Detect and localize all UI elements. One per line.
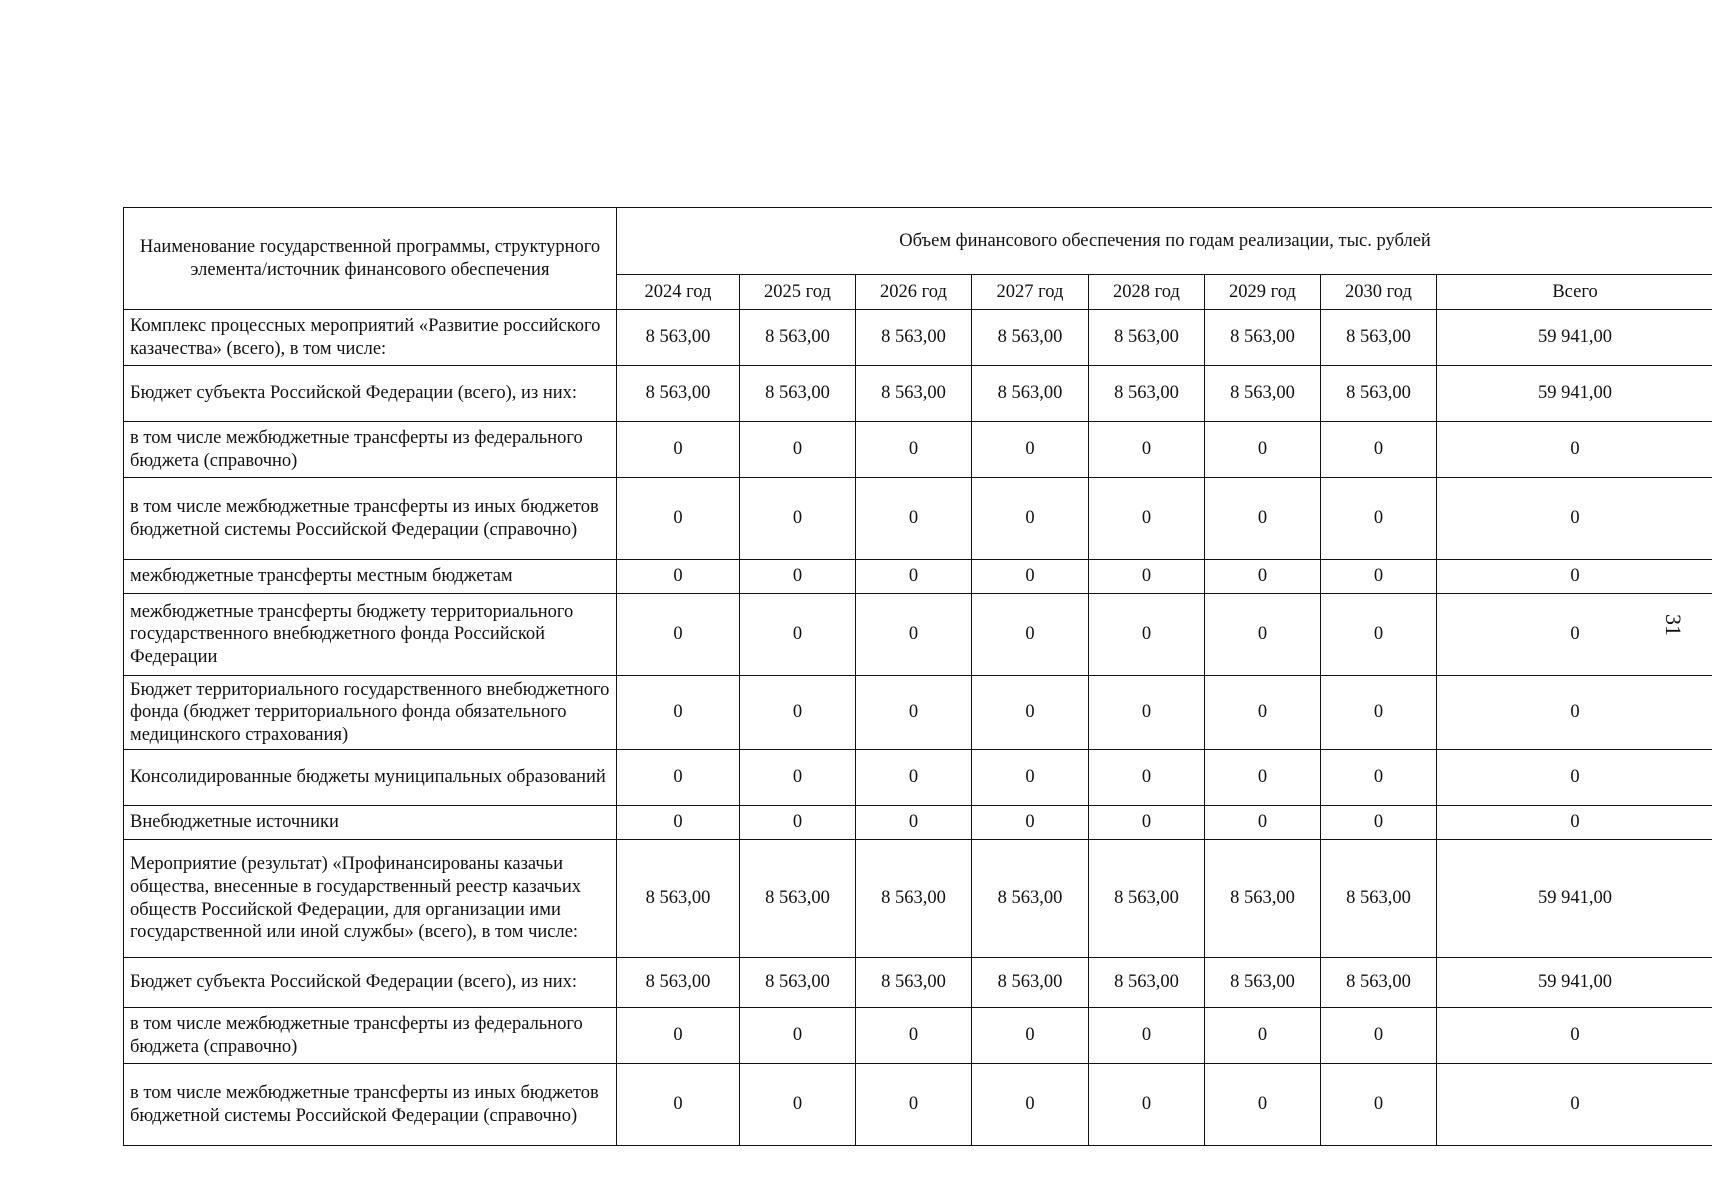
value-cell: 0	[972, 806, 1089, 840]
value-cell: 8 563,00	[972, 366, 1089, 422]
header-year: 2025 год	[740, 275, 856, 310]
table-row	[124, 676, 1712, 750]
value-cell: 8 563,00	[972, 840, 1089, 958]
value-cell: 0	[740, 560, 856, 594]
table-row	[124, 422, 1712, 478]
value-cell: 8 563,00	[1321, 366, 1437, 422]
financing-table	[123, 207, 1712, 1146]
row-label: в том числе межбюджетные трансферты из федерального бюджета (справочно)	[124, 1008, 617, 1064]
row-label: Бюджет территориального государственного внебюджетного фонда (бюджет территориального фонда обязательного медицинского страхования)	[124, 676, 617, 750]
value-cell: 8 563,00	[1205, 366, 1321, 422]
total-cell: 0	[1437, 1064, 1712, 1146]
total-cell: 0	[1437, 806, 1712, 840]
value-cell: 0	[1321, 560, 1437, 594]
value-cell: 0	[1089, 1064, 1205, 1146]
table-row	[124, 1008, 1712, 1064]
value-cell: 8 563,00	[617, 310, 740, 366]
value-cell: 0	[1205, 676, 1321, 750]
header-year: 2027 год	[972, 275, 1089, 310]
table-row	[124, 806, 1712, 840]
row-label: Внебюджетные источники	[124, 806, 617, 840]
row-label: Бюджет субъекта Российской Федерации (всего), из них:	[124, 958, 617, 1008]
value-cell: 0	[1089, 560, 1205, 594]
value-cell: 0	[1089, 478, 1205, 560]
value-cell: 0	[856, 478, 972, 560]
total-cell: 0	[1437, 1008, 1712, 1064]
total-cell: 59 941,00	[1437, 310, 1712, 366]
value-cell: 8 563,00	[617, 958, 740, 1008]
header-year: 2029 год	[1205, 275, 1321, 310]
value-cell: 8 563,00	[1205, 958, 1321, 1008]
value-cell: 8 563,00	[1205, 310, 1321, 366]
value-cell: 8 563,00	[972, 310, 1089, 366]
value-cell: 8 563,00	[1321, 958, 1437, 1008]
value-cell: 8 563,00	[856, 366, 972, 422]
value-cell: 8 563,00	[1089, 310, 1205, 366]
value-cell: 8 563,00	[617, 840, 740, 958]
value-cell: 8 563,00	[1205, 840, 1321, 958]
total-cell: 0	[1437, 422, 1712, 478]
value-cell: 0	[1321, 478, 1437, 560]
table-row	[124, 594, 1712, 676]
value-cell: 0	[617, 594, 740, 676]
value-cell: 8 563,00	[856, 840, 972, 958]
total-cell: 0	[1437, 560, 1712, 594]
total-cell: 59 941,00	[1437, 840, 1712, 958]
value-cell: 8 563,00	[617, 366, 740, 422]
value-cell: 0	[1321, 594, 1437, 676]
value-cell: 0	[617, 1064, 740, 1146]
total-cell: 0	[1437, 676, 1712, 750]
header-year: 2024 год	[617, 275, 740, 310]
page-number: 31	[1661, 614, 1686, 636]
value-cell: 0	[1205, 806, 1321, 840]
header-name-cell: Наименование государственной программы, структурного элемента/источник финансового обеспечения	[124, 208, 617, 310]
value-cell: 0	[1205, 560, 1321, 594]
total-cell: 59 941,00	[1437, 366, 1712, 422]
value-cell: 0	[1205, 1008, 1321, 1064]
value-cell: 0	[740, 750, 856, 806]
value-cell: 0	[856, 676, 972, 750]
value-cell: 0	[1321, 422, 1437, 478]
value-cell: 8 563,00	[1089, 366, 1205, 422]
value-cell: 0	[856, 1008, 972, 1064]
total-cell: 0	[1437, 594, 1712, 676]
table-row	[124, 560, 1712, 594]
value-cell: 8 563,00	[1321, 310, 1437, 366]
value-cell: 0	[856, 750, 972, 806]
value-cell: 0	[1089, 806, 1205, 840]
row-label: в том числе межбюджетные трансферты из иных бюджетов бюджетной системы Российской Федерации (справочно)	[124, 1064, 617, 1146]
value-cell: 0	[617, 478, 740, 560]
table-row	[124, 840, 1712, 958]
value-cell: 8 563,00	[740, 310, 856, 366]
value-cell: 0	[972, 478, 1089, 560]
value-cell: 8 563,00	[740, 366, 856, 422]
header-year: 2030 год	[1321, 275, 1437, 310]
row-label: Комплекс процессных мероприятий «Развитие российского казачества» (всего), в том числе:	[124, 310, 617, 366]
value-cell: 0	[1089, 676, 1205, 750]
value-cell: 0	[1089, 1008, 1205, 1064]
value-cell: 0	[617, 750, 740, 806]
value-cell: 0	[972, 560, 1089, 594]
table-row	[124, 478, 1712, 560]
table-row	[124, 1064, 1712, 1146]
row-label: в том числе межбюджетные трансферты из федерального бюджета (справочно)	[124, 422, 617, 478]
value-cell: 0	[617, 806, 740, 840]
value-cell: 8 563,00	[1321, 840, 1437, 958]
value-cell: 0	[1205, 422, 1321, 478]
table-body	[124, 310, 1712, 1146]
table-row	[124, 750, 1712, 806]
value-cell: 8 563,00	[740, 840, 856, 958]
value-cell: 8 563,00	[740, 958, 856, 1008]
value-cell: 0	[1089, 422, 1205, 478]
value-cell: 0	[617, 422, 740, 478]
value-cell: 8 563,00	[856, 310, 972, 366]
header-year: 2026 год	[856, 275, 972, 310]
value-cell: 0	[617, 676, 740, 750]
value-cell: 0	[1321, 806, 1437, 840]
value-cell: 0	[972, 750, 1089, 806]
row-label: межбюджетные трансферты бюджету территориального государственного внебюджетного фонда Российской Федерации	[124, 594, 617, 676]
value-cell: 0	[1205, 750, 1321, 806]
header-year: 2028 год	[1089, 275, 1205, 310]
value-cell: 0	[1321, 676, 1437, 750]
value-cell: 0	[1205, 478, 1321, 560]
value-cell: 8 563,00	[856, 958, 972, 1008]
value-cell: 0	[1089, 594, 1205, 676]
value-cell: 0	[617, 560, 740, 594]
value-cell: 8 563,00	[972, 958, 1089, 1008]
table-row	[124, 366, 1712, 422]
value-cell: 0	[856, 594, 972, 676]
value-cell: 8 563,00	[1089, 958, 1205, 1008]
row-label: Мероприятие (результат) «Профинансированы казачьи общества, внесенные в государственный реестр казачьих обществ Российской Федерации, для организации ими государственной или иной службы» (всего), в том числе:	[124, 840, 617, 958]
value-cell: 0	[972, 1064, 1089, 1146]
value-cell: 0	[856, 1064, 972, 1146]
value-cell: 0	[740, 1064, 856, 1146]
value-cell: 0	[740, 478, 856, 560]
value-cell: 0	[740, 422, 856, 478]
total-cell: 0	[1437, 478, 1712, 560]
value-cell: 0	[1089, 750, 1205, 806]
value-cell: 0	[1321, 750, 1437, 806]
table-row	[124, 958, 1712, 1008]
row-label: Консолидированные бюджеты муниципальных образований	[124, 750, 617, 806]
table-row	[124, 310, 1712, 366]
value-cell: 0	[972, 676, 1089, 750]
total-cell: 0	[1437, 750, 1712, 806]
value-cell: 0	[1205, 594, 1321, 676]
total-cell: 59 941,00	[1437, 958, 1712, 1008]
value-cell: 0	[1321, 1008, 1437, 1064]
value-cell: 0	[617, 1008, 740, 1064]
row-label: в том числе межбюджетные трансферты из иных бюджетов бюджетной системы Российской Федерации (справочно)	[124, 478, 617, 560]
value-cell: 0	[740, 1008, 856, 1064]
row-label: межбюджетные трансферты местным бюджетам	[124, 560, 617, 594]
row-label: Бюджет субъекта Российской Федерации (всего), из них:	[124, 366, 617, 422]
header-total: Всего	[1437, 275, 1712, 310]
value-cell: 0	[740, 676, 856, 750]
value-cell: 0	[740, 806, 856, 840]
value-cell: 0	[972, 594, 1089, 676]
value-cell: 0	[1321, 1064, 1437, 1146]
header-funding-volume: Объем финансового обеспечения по годам реализации, тыс. рублей	[617, 208, 1712, 275]
value-cell: 0	[856, 422, 972, 478]
value-cell: 0	[972, 422, 1089, 478]
value-cell: 8 563,00	[1089, 840, 1205, 958]
value-cell: 0	[856, 560, 972, 594]
value-cell: 0	[740, 594, 856, 676]
value-cell: 0	[1205, 1064, 1321, 1146]
value-cell: 0	[972, 1008, 1089, 1064]
value-cell: 0	[856, 806, 972, 840]
